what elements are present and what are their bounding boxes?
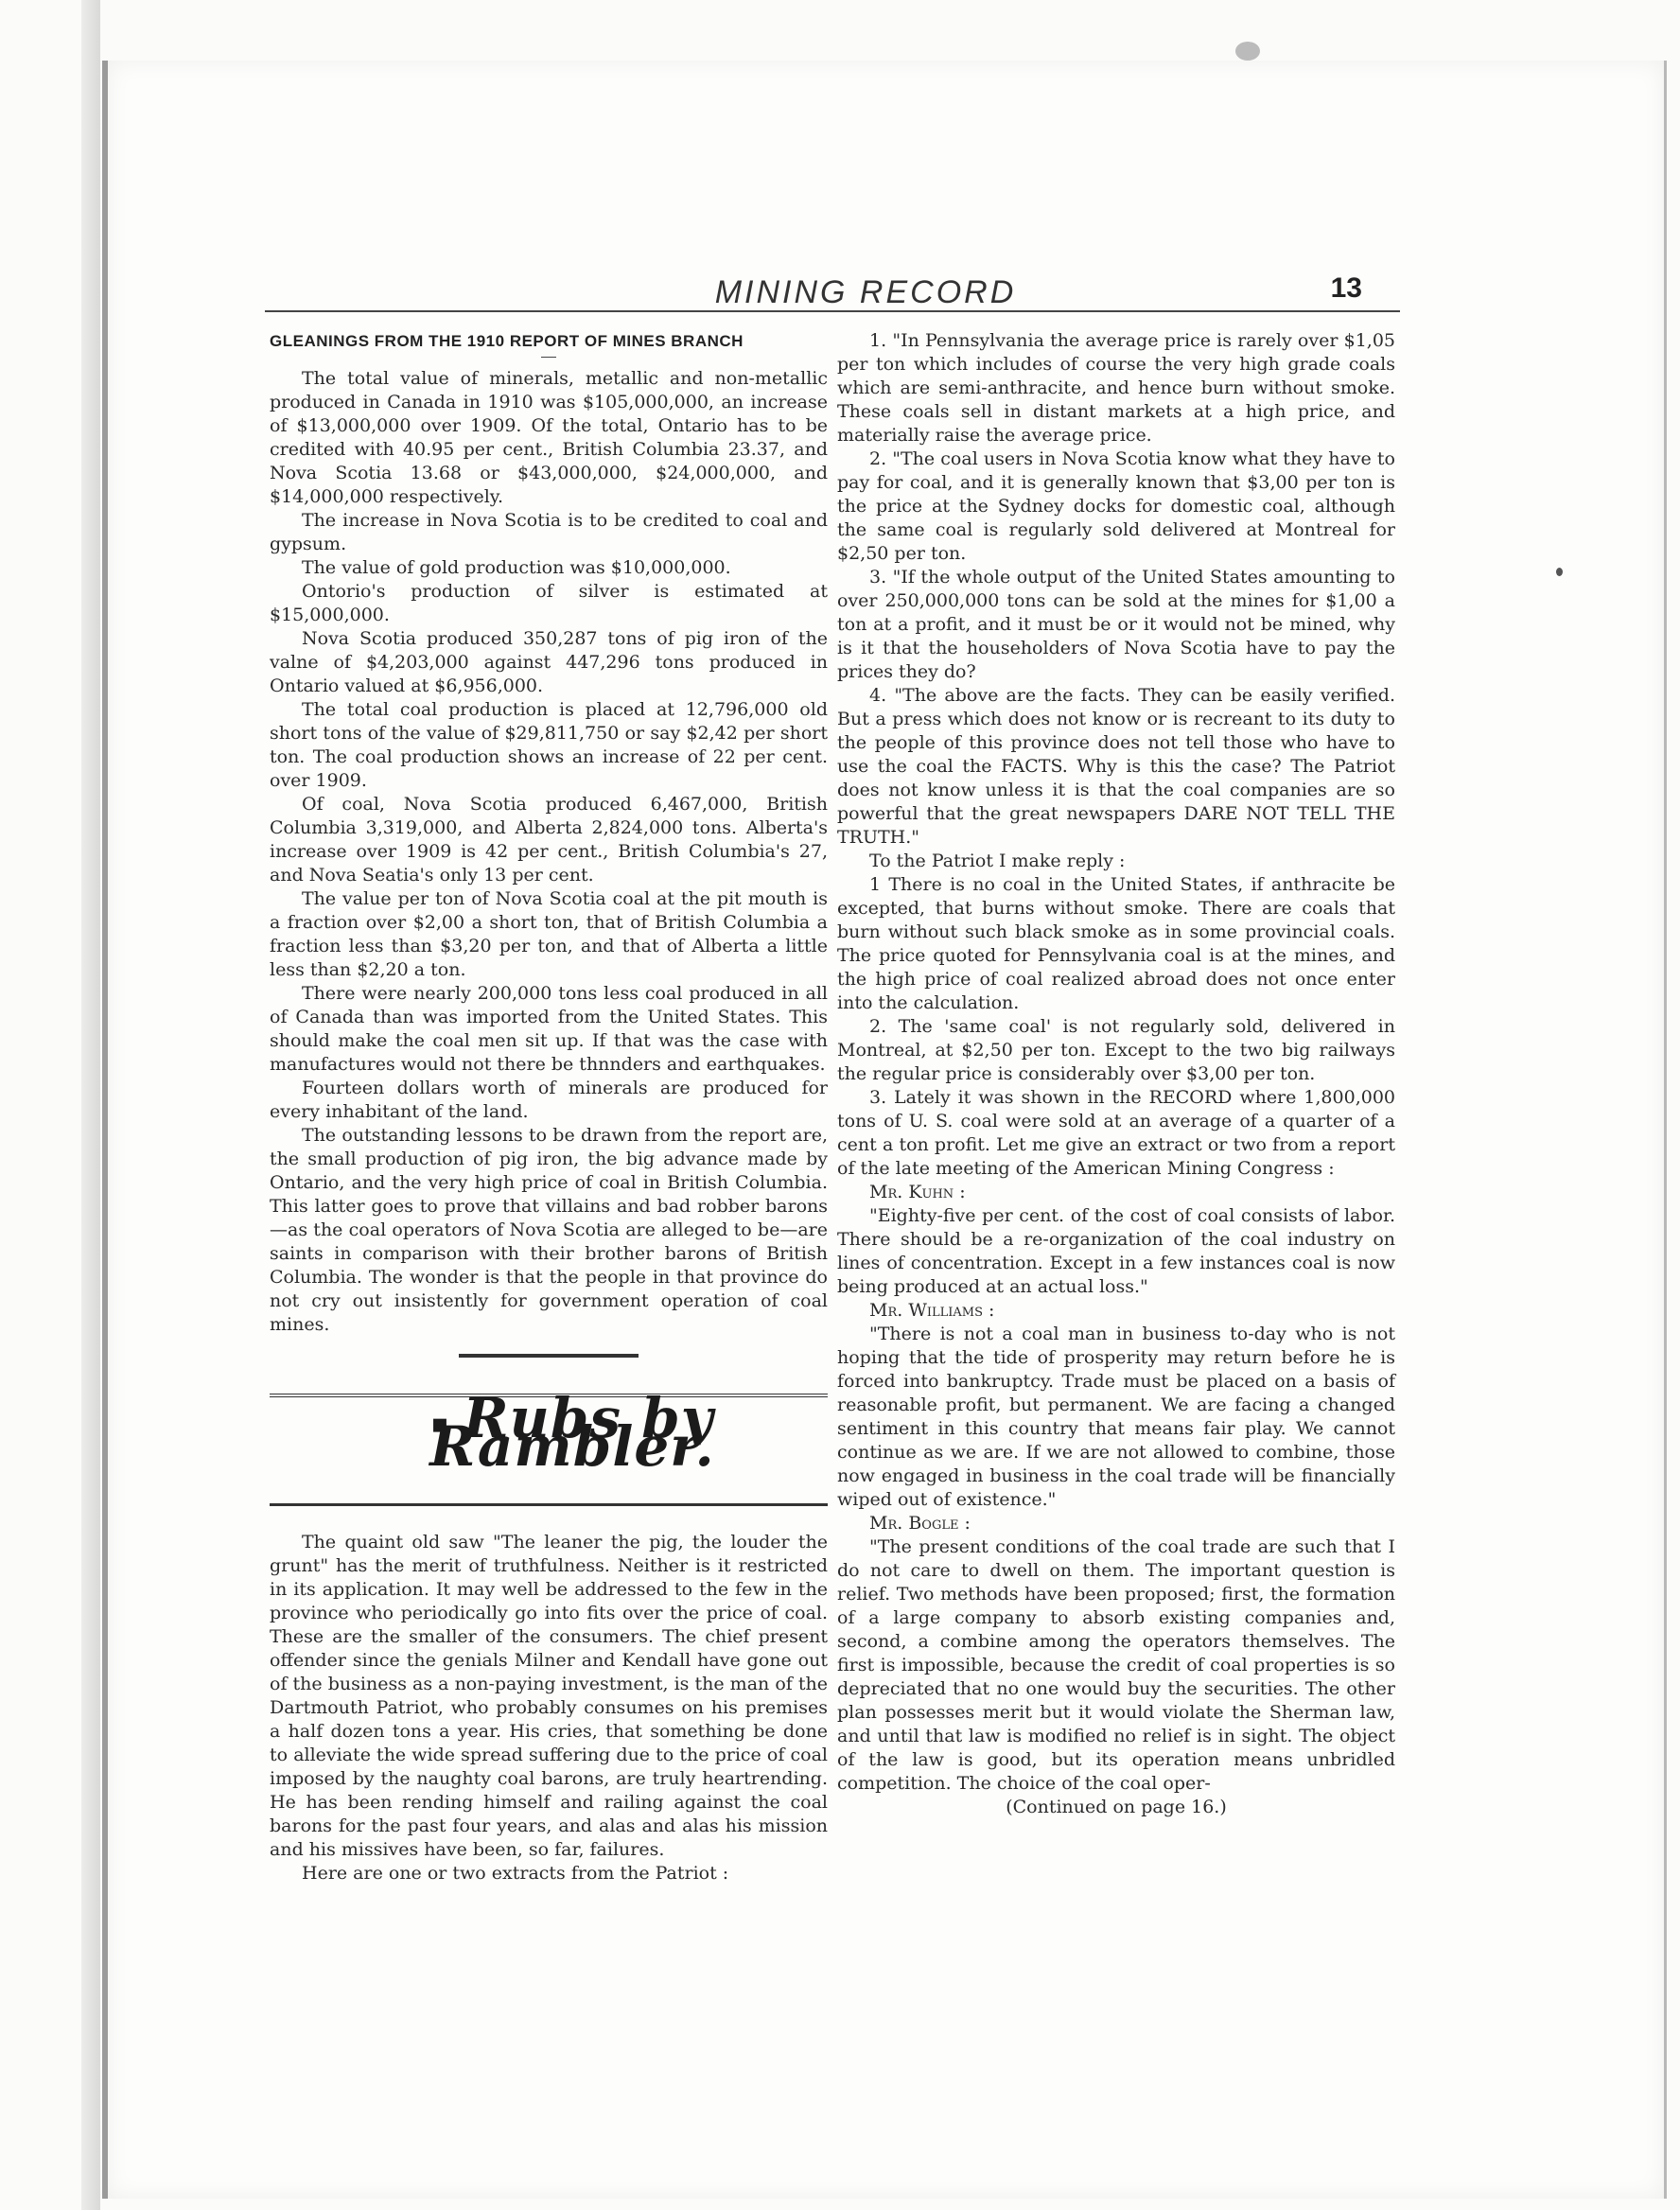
rubs-banner xyxy=(270,1386,828,1506)
binding-fold xyxy=(81,0,100,2210)
page-number: 13 xyxy=(1330,272,1362,304)
paragraph: 2. "The coal users in Nova Scotia know what they have to pay for coal, and it is generally known that $3,00 per ton is the price at the Sydney docks for domestic coal, although the same coal is regularly sold delivered at Montreal for $2,50 per ton. xyxy=(837,448,1395,564)
continued-note: (Continued on page 16.) xyxy=(1006,1797,1227,1817)
masthead: MINING RECORD xyxy=(714,274,1017,310)
left-column xyxy=(270,329,828,1886)
right-column xyxy=(837,329,1395,1819)
paragraph: There were nearly 200,000 tons less coal produced in all of Canada than was imported from the United States. This should make the coal men sit up. If that was the case with manufactures would not there be thnnders and earthquakes. xyxy=(270,983,828,1075)
section-title-gleanings: GLEANINGS FROM THE 1910 REPORT OF MINES BRANCH xyxy=(270,332,744,350)
speaker-label: Mr. Kuhn : xyxy=(869,1182,966,1202)
paragraph: To the Patriot I make reply : xyxy=(869,851,1126,871)
paragraph: Of coal, Nova Scotia produced 6,467,000, British Columbia 3,319,000, and Alberta 2,824,000 tons. Alberta's increase over 1909 is 42 per cent., British Columbia's 27, and Nova Seatia's only 13 per cent. xyxy=(270,794,828,886)
page-header xyxy=(265,274,1400,312)
paragraph: The total value of minerals, metallic and non-metallic produced in Canada in 1910 was $105,000,000, an increase of $13,000,000 over 1909. Of the total, Ontario has to be credited with 40.95 per cent., British Columbia 23.37, and Nova Scotia 13.68 or $43,000,000, $24,000,000, and $14,000,000 respectively. xyxy=(270,368,828,507)
paragraph: 1. "In Pennsylvania the average price is rarely over $1,05 per ton which includes of course the very high grade coals which are semi-anthracite, and hence burn without smoke. These coals sell in distant markets at a high price, and materially raise the average price. xyxy=(837,330,1395,446)
quote: "There is not a coal man in business to-day who is not hoping that the tide of prosperity may return before he is forced into bankruptcy. Trade must be placed on a basis of reasonable profit, but permanent. We are facing a changed sentiment in this country that means fair play. We cannot continue as we are. If we are not allowed to combine, those now engaged in business in the coal trade will be financially wiped out of existence." xyxy=(837,1324,1395,1510)
quote: "The present conditions of the coal trade are such that I do not care to dwell on them. The important question is relief. Two methods have been proposed; first, the formation of a large company to absorb existing companies and, second, a combine among the operators themselves. The first is impossible, because the credit of coal properties is so depreciated that no one would buy the securities. The other plan possesses merit but it would violate the Sherman law, and until that law is modified no relief is in sight. The object of the law is good, but its operation means unbridled competition. The choice of the coal oper- xyxy=(837,1536,1395,1794)
speaker-label: Mr. Williams : xyxy=(869,1300,995,1321)
ink-speck xyxy=(1556,568,1563,576)
paragraph: The total coal production is placed at 12,796,000 old short tons of the value of $29,811,750 or say $2,42 per short ton. The coal production shows an increase of 22 per cent. over 1909. xyxy=(270,699,828,791)
paragraph: 1 There is no coal in the United States, if anthracite be excepted, that burns without smoke. There are coals that burn without such black smoke as in some provincial coals. The price quoted for Pennsylvania coal is at the mines, and the high price of coal realized abroad does not once enter into the calculation. xyxy=(837,874,1395,1013)
rubs-title: ▪ Rubs by Rambler. xyxy=(326,1407,818,1459)
header-rule xyxy=(265,310,1400,312)
paragraph: 4. "The above are the facts. They can be easily verified. But a press which does not know or is recreant to its duty to the people of this province does not tell those who have to use the coal the FACTS. Why is this the case? The Patriot does not know unless it is that the coal companies are so powerful that the great newspapers DARE NOT TELL THE TRUTH." xyxy=(837,685,1395,848)
paragraph: The value of gold production was $10,000,000. xyxy=(302,557,731,578)
speaker-label: Mr. Bogle : xyxy=(869,1513,971,1534)
paragraph: 3. "If the whole output of the United States amounting to over 250,000,000 tons can be sold at the mines for $1,00 a ton at a profit, and it must be or it would not be mined, why is it that the householders of Nova Scotia have to pay the prices they do? xyxy=(837,567,1395,682)
paragraph: 2. The 'same coal' is not regularly sold, delivered in Montreal, at $2,50 per ton. Except to the two big railways the regular price is considerably over $3,00 per ton. xyxy=(837,1016,1395,1084)
paragraph: The increase in Nova Scotia is to be credited to coal and gypsum. xyxy=(270,510,828,554)
title-dash xyxy=(541,357,556,358)
paragraph: Nova Scotia produced 350,287 tons of pig iron of the valne of $4,203,000 against 447,296 tons produced in Ontario valued at $6,956,000. xyxy=(270,628,828,696)
paragraph: Ontorio's production of silver is estimated at $15,000,000. xyxy=(270,581,828,625)
section-divider xyxy=(459,1354,639,1358)
paragraph: The value per ton of Nova Scotia coal at the pit mouth is a fraction over $2,00 a short ton, that of British Columbia a fraction less than $3,20 per ton, and that of Alberta a little less than $2,20 a ton. xyxy=(270,888,828,980)
paragraph: 3. Lately it was shown in the RECORD where 1,800,000 tons of U. S. coal were sold at an average of a quarter of a cent a ton profit. Let me give an extract or two from a report of the late meeting of the American Mining Congress : xyxy=(837,1087,1395,1179)
quote: "Eighty-five per cent. of the cost of coal consists of labor. There should be a re-organization of the coal industry on lines of concentration. Except in a few instances coal is now being produced at an actual loss." xyxy=(837,1205,1395,1297)
paragraph: The outstanding lessons to be drawn from the report are, the small production of pig iron, the big advance made by Ontario, and the very high price of coal in British Columbia. This latter goes to prove that villains and bad robber barons—as the coal operators of Nova Scotia are alleged to be—are saints in comparison with their brother barons of British Columbia. The wonder is that the people in that province do not cry out insistently for government operation of coal mines. xyxy=(270,1125,828,1335)
paper-tear xyxy=(1235,42,1260,61)
paragraph: Fourteen dollars worth of minerals are produced for every inhabitant of the land. xyxy=(270,1078,828,1122)
paragraph: Here are one or two extracts from the Patriot : xyxy=(302,1863,729,1884)
paragraph: The quaint old saw "The leaner the pig, the louder the grunt" has the merit of truthfulness. Neither is it restricted in its application. It may well be addressed to the few in the province who periodically go into fits over the price of coal. These are the smaller of the consumers. The chief present offender since the genials Milner and Kendall have gone out of the business as a non-paying investment, is the man of the Dartmouth Patriot, who probably consumes on his premises a half dozen tons a year. His cries, that something be done to alleviate the wide spread suffering due to the price of coal imposed by the naughty coal barons, are truly heartrending. He has been rending himself and railing against the coal barons for the past four years, and alas and alas his mission and his missives have been, so far, failures. xyxy=(270,1532,828,1860)
